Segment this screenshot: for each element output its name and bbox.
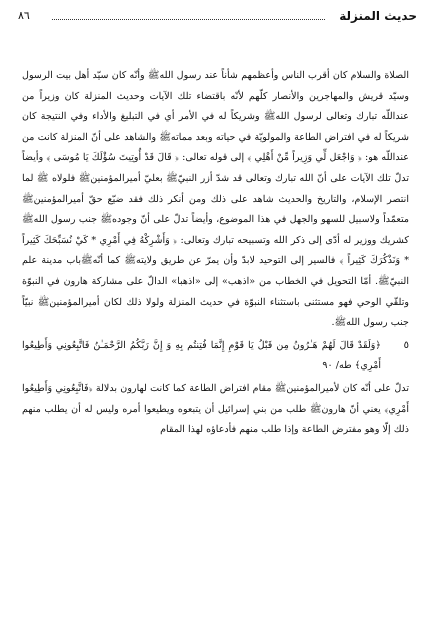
verse-text: ﴿وَلَقَدْ قَالَ لَهُمْ هَـٰرُونُ مِن قَبْلُ يَا قَوْمِ إِنَّمَا فُتِنتُم بِهِ وَ إِنَّ رَبَّكُمُ الرَّحْمَـٰنُ فَاتَّبِعُونِي وَأَطِيعُوا أَمْرِي﴾ طه/ ٩٠ bbox=[22, 339, 381, 372]
running-title: حديث المنزلة bbox=[339, 9, 417, 23]
closing-paragraph: تدلّ على أنّه كان لأميرالمؤمنينﷺ مقام افتراض الطاعة كما كانت لهارون بدلالة ﴿فَاتَّبِعُونِي وَأَطِيعُوا أَمْرِي﴾ يعني أنّ هارونﷺ طلب من بني إسرائيل أن يتبعوه ويطيعوا أمره وليس له أن يطلب منهم ذلك إلّا وهو مفترض الطاعة وإذا طلب منهم فأدعاؤه لهذا المقام bbox=[22, 382, 409, 436]
page-header bbox=[18, 8, 417, 26]
paragraph: الصلاة والسلام كان أقرب الناس وأعظمهم شأناً عند رسول اللهﷺ وأنّه كان سيّد أهل بيت الرسول وسيّد قريش والمهاجرين والأنصار كلّهم لأنّه باقتضاء تلك الآيات وحديث المنزلة كان وزيراً من عنداللّه تبارك وتعالى لرسول اللهﷺ وشريكاً له في الأمر أي في التبليغ والأداء وفي النتيجة كان شريكاً له في افتراض الطاعة والمولويّة في حياته وبعد مماتهﷺ والشاهد على أنّ المنزلة كانت من عنداللّه هو: ﴿ وَاجْعَل لِّي وَزِيراً مِّنْ أَهْلِي ﴾ إلى قوله تعالى: ﴿ قَالَ قَدْ أُوتِيتَ سُؤْلَكَ يَا مُوسَى ﴾ وأيضاً تدلّ تلك الآيات على أنّ الله تبارك وتعالى قد شدّ أزر النبيّﷺ بعليّ أميرالمؤمنينﷺ فلولاه ﷺ لما انتصر الإسلام، والتاريخ والحديث شاهد على ذلك ومن أنكر ذلك فقد ضيّع حقّ أميرالمؤمنينﷺ متعمّداً ولاسبيل للسهو والجهل في هذا الموضوع، وأيضاً تدلّ على أنّ وجودهﷺ جنب رسول اللهﷺ كشريك ووزير له أدّى إلى ذكر الله وتسبيحه تبارك وتعالى: ﴿ وَأَشْرِكْهُ فِي أَمْرِي * كَيْ نُسَبِّحَكَ كَثِيراً * وَنَذْكُرَكَ كَثِيراً ﴾ فالسير إلى التوحيد لابدّ وأن يمرّ عن طريق ولايتهﷺ كما أنّهﷺباب مدينة علم النبيّﷺ. أمّا التحويل في الخطاب من «اذهب» إلى «اذهبا» الدالّ على مشاركة هارون في النبوّة وتلقّي الوحي فهو مستثنى باستثناء النبوّة في حديث المنزلة ولولا ذلك لكان أميرالمؤمنينﷺ نبيّاً جنب رسول اللهﷺ. bbox=[22, 70, 409, 329]
verse-number: ٥ bbox=[403, 339, 409, 351]
header-dotted-leader bbox=[52, 19, 325, 20]
quoted-verse bbox=[22, 336, 409, 377]
page-number: ٨٦ bbox=[18, 9, 30, 22]
body-text bbox=[22, 66, 409, 441]
